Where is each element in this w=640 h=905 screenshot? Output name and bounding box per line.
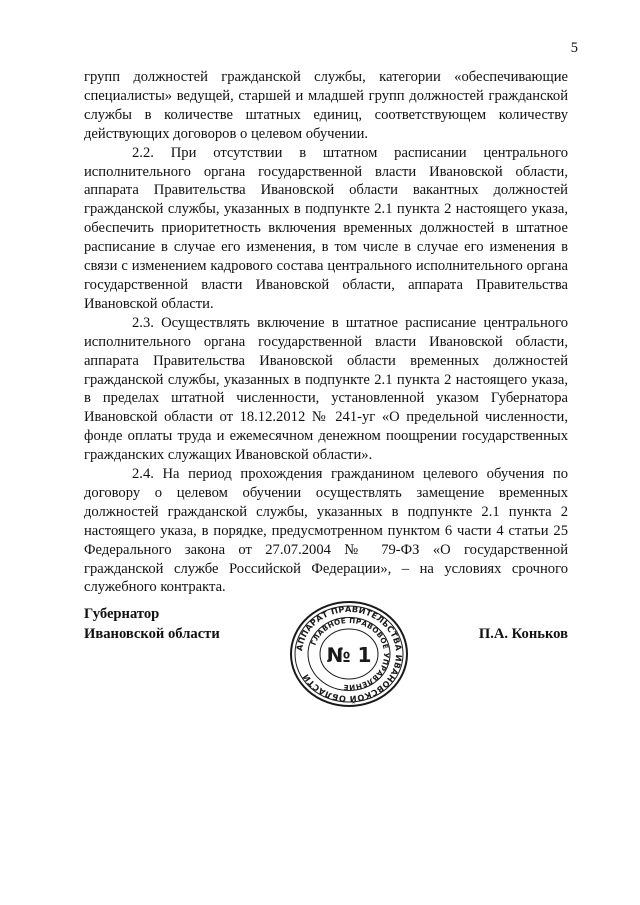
official-seal (287, 600, 411, 708)
signatory-title-line-1: Губернатор (84, 606, 160, 622)
paragraph-2-3: 2.3. Осуществлять включение в штатное расписание центрального исполнительного органа государственной власти Ивановской области, аппарата Правительства Ивановской области временных должностей гражданской службы, указанных в подпункте 2.1 пункта 2 настоящего указа, в пределах штатной численности, установленной указом Губернатора Ивановской области от 18.12.2012 № 241-уг «О предельной численности, фонде оплаты труда и ежемесячном денежном поощрении государственных гражданских служащих Ивановской области». (84, 314, 568, 464)
page-number: 5 (570, 40, 578, 56)
signature-block (0, 600, 640, 710)
signatory-title-line-2: Ивановской области (84, 626, 220, 642)
seal-center-number: № 1 (326, 643, 372, 667)
paragraph-2-2: 2.2. При отсутствии в штатном расписании центрального исполнительного органа государственной власти Ивановской области, аппарата Правительства Ивановской области вакантных должностей гражданской службы, указанных в подпункте 2.1 пункта 2 настоящего указа, обеспечить приоритетность включения временных должностей в штатное расписание в случае его изменения, в том числе в случае его изменения в связи с изменением кадрового состава центрального исполнительного органа государственной власти Ивановской области, аппарата Правительства Ивановской области. (84, 144, 568, 312)
paragraph-continuation: групп должностей гражданской службы, категории «обеспечивающие специалисты» ведущей, старшей и младшей групп должностей гражданской службы в количестве штатных единиц, соответствующем количеству действующих договоров о целевом обучении. (84, 69, 568, 142)
seal-outer-text: АППАРАТ ПРАВИТЕЛЬСТВА ИВАНОВСКОЙ ОБЛАСТИ (294, 603, 405, 705)
seal-inner-text: ГЛАВНОЕ ПРАВОВОЕ УПРАВЛЕНИЕ (308, 615, 392, 693)
body-text (84, 68, 568, 597)
signatory-title (84, 604, 220, 644)
signatory-name: П.А. Коньков (478, 626, 568, 642)
paragraph-2-4: 2.4. На период прохождения гражданином целевого обучения по договору о целевом обучении осуществлять замещение временных должностей гражданской службы, указанных в подпункте 2.1 пункта 2 настоящего указа, в порядке, предусмотренном пунктом 6 части 4 статьи 25 Федерального закона от 27.07.2004 № 79-ФЗ «О государственной гражданской службе Российской Федерации», – на условиях срочного служебного контракта. (84, 466, 568, 596)
